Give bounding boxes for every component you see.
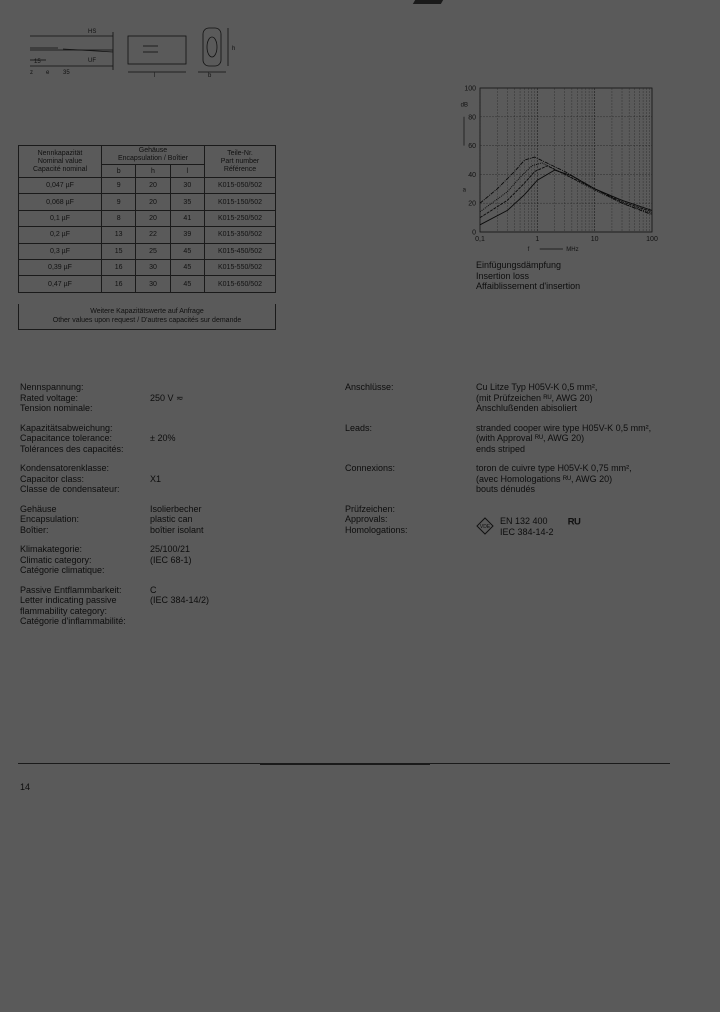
series-line [480, 170, 652, 225]
dim-label: HS [88, 29, 97, 35]
table-note: Weitere Kapazitätswerte auf Anfrage Other values upon request / D'autres capacités sur demande [18, 304, 276, 330]
table-row: 0,2 µF 13 22 39 K015-350/502 [19, 227, 276, 243]
chart-caption: Einfügungsdämpfung Insertion loss Affaiblissement d'insertion [476, 260, 581, 291]
dim-label: e [46, 70, 50, 76]
spec-group: 250 V ≂ [150, 392, 184, 403]
table-row: 0,39 µF 16 30 45 K015-550/502 [19, 259, 276, 275]
spec-group: Leads: [345, 422, 373, 433]
col-header-part-number: Teile-Nr. Part number Référence [205, 146, 276, 178]
y-tick-label: 80 [468, 114, 476, 122]
x-tick-label: 10 [590, 236, 599, 243]
sub-header-l: l [170, 165, 204, 178]
dim-label: z [30, 70, 33, 76]
footer-rule-accent [260, 763, 430, 765]
capacitance-table [18, 145, 276, 293]
series-line [480, 163, 652, 213]
svg-text:VDE: VDE [479, 524, 491, 530]
sub-header-h: h [136, 165, 170, 178]
spec-group: ± 20% [150, 433, 176, 443]
dim-label: b [208, 73, 212, 78]
specs-right-values [476, 382, 651, 504]
dim-label: h [232, 46, 236, 52]
y-tick-label: 20 [468, 200, 476, 208]
x-axis-variable: f [527, 247, 530, 253]
spec-group: stranded cooper wire type H05V-K 0,5 mm², (with Approval ᴿᵁ, AWG 20) ends striped [476, 422, 652, 454]
col-header-capacitance: Nennkapazität Nominal value Capacité nominal [19, 146, 102, 178]
specs-right-labels [345, 382, 408, 544]
spec-group: Anschlüsse: [345, 382, 394, 392]
y-tick-label: 60 [468, 143, 476, 151]
x-tick-label: 1 [535, 236, 540, 243]
component-drawing [18, 22, 248, 78]
table-row: 0,47 µF 16 30 45 K015-650/502 [19, 276, 276, 292]
table-row: 0,3 µF 15 25 45 K015-450/502 [19, 243, 276, 259]
dim-label: UF [88, 58, 96, 64]
table-row: 0,068 µF 9 20 35 K015-150/502 [19, 194, 276, 210]
plot-frame [480, 88, 652, 232]
y-tick-label: 100 [464, 85, 476, 93]
spec-group: X1 [150, 473, 162, 484]
spec-group: Prüfzeichen: Approvals: Homologations: [345, 503, 408, 535]
dim-label: 15 [34, 59, 41, 65]
y-axis-variable: a [462, 187, 466, 194]
y-tick-label: 40 [468, 171, 476, 179]
spec-group: Connexions: [345, 463, 396, 473]
spec-group: Passive Entflammbarkeit: Letter indicating passive flammability category: Catégorie d'inflammabilité: [20, 584, 126, 626]
insertion-loss-chart [440, 80, 680, 260]
page-number: 14 [20, 782, 31, 792]
spec-group: toron de cuivre type H05V-K 0,75 mm², (avec Homologations ᴿᵁ, AWG 20) bouts dénudés [476, 463, 632, 494]
spec-group: Isolierbecher plastic can boîtier isolant [150, 503, 204, 535]
specs-left-labels [20, 382, 126, 636]
dim-label: l [154, 73, 156, 78]
spec-group: C (IEC 384-14/2) [150, 584, 210, 605]
top-mark [413, 0, 443, 4]
x-axis-unit: MHz [566, 247, 579, 253]
vde-approval-icon [476, 517, 494, 535]
series-line [480, 157, 652, 215]
specs-left-values [150, 382, 209, 636]
spec-group: Kondensatorenklasse: Capacitor class: Classe de condensateur: [20, 463, 120, 494]
spec-group: Kapazitätsabweichung: Capacitance tolerance: Tolérances des capacités: [20, 422, 124, 454]
x-tick-label: 100 [646, 236, 658, 243]
ul-recognized-icon: ᴿᵁ [568, 515, 581, 531]
spec-group: Cu Litze Typ H05V-K 0,5 mm², (mit Prüfzeichen ᴿᵁ, AWG 20) Anschlußenden abisoliert [476, 382, 598, 413]
spec-group: 25/100/21 (IEC 68-1) [150, 544, 192, 565]
spec-group: Klimakategorie: Climatic category: Catégorie climatique: [20, 544, 105, 575]
spec-group: Gehäuse Encapsulation: Boîtier: [20, 503, 80, 535]
approval-standards: EN 132 400 IEC 384-14-2 [500, 516, 554, 537]
table-row: 0,1 µF 8 20 41 K015-250/502 [19, 210, 276, 226]
col-header-encapsulation: Gehäuse Encapsulation / Boîtier [102, 146, 205, 165]
sub-header-b: b [102, 165, 136, 178]
spec-group: Nennspannung: Rated voltage: Tension nominale: [20, 382, 93, 413]
dim-label: 35 [63, 70, 70, 76]
x-tick-label: 0,1 [475, 236, 485, 243]
y-tick-label: 0 [472, 229, 476, 237]
table-row: 0,047 µF 9 20 30 K015-050/502 [19, 178, 276, 194]
y-axis-unit: dB [460, 102, 468, 109]
